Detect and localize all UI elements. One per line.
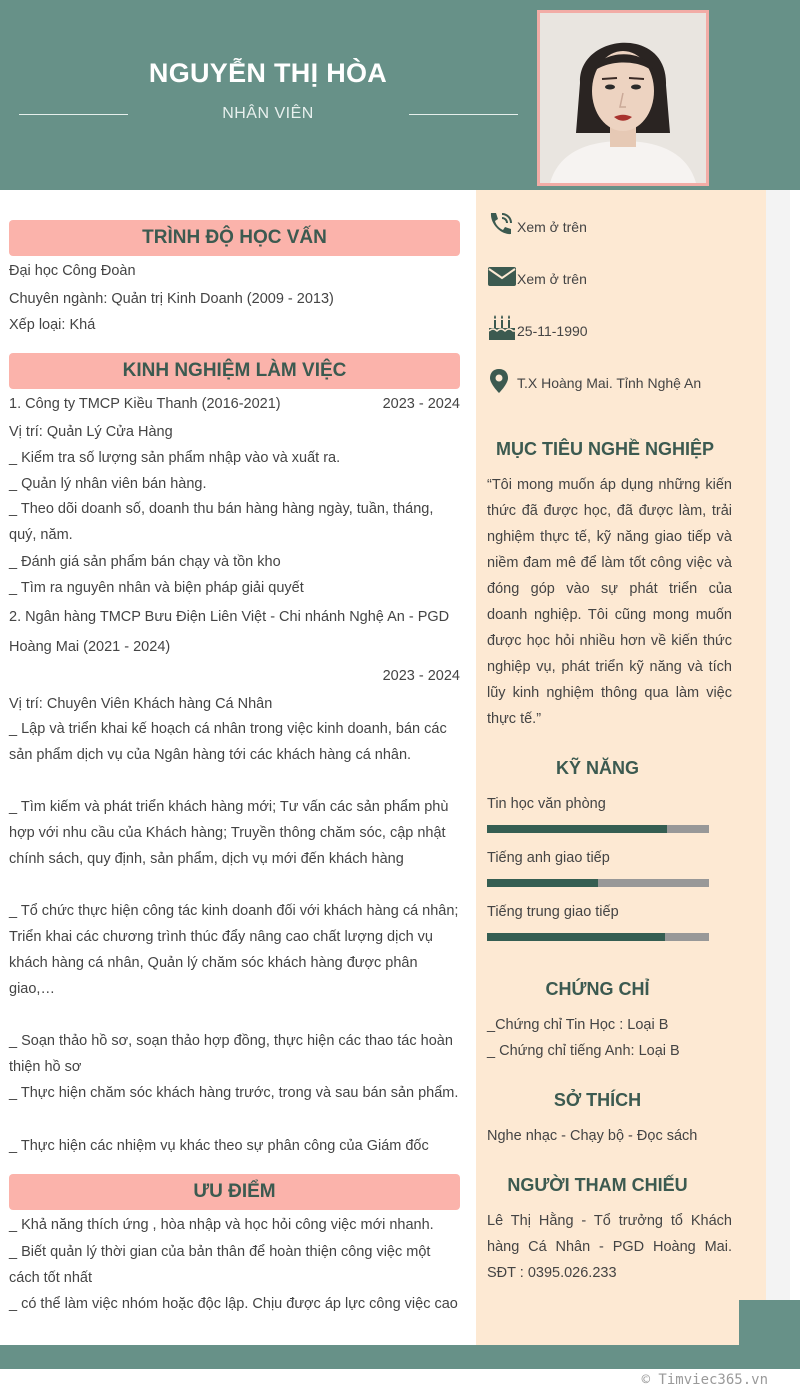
profile-photo-portrait — [540, 13, 706, 183]
job1-duty: _ Quản lý nhân viên bán hàng. — [9, 476, 207, 492]
job2-duty: _ Thực hiện các nhiệm vụ khác theo sự phân công của Giám đốc — [9, 1138, 429, 1154]
job1-position: Vị trí: Quản Lý Cửa Hàng — [9, 424, 173, 440]
job2-position: Vị trí: Chuyên Viên Khách hàng Cá Nhân — [9, 696, 273, 712]
footer-bar — [0, 1345, 800, 1369]
reference-heading: NGƯỜI THAM CHIẾU — [507, 1175, 688, 1195]
footer-corner-block — [739, 1300, 800, 1345]
skill-bar-fill — [487, 879, 598, 887]
job1-dates: 2023 - 2024 — [382, 396, 460, 412]
objective-heading: MỤC TIÊU NGHỀ NGHIỆP — [496, 439, 715, 459]
contact-address: T.X Hoàng Mai. Tỉnh Nghệ An — [517, 375, 702, 391]
header-divider-right — [409, 114, 518, 115]
skill-bar — [487, 825, 709, 833]
birthday-cake-icon — [487, 314, 515, 342]
strength-item: _ Biết quản lý thời gian của bản thân để hoàn thiện công việc một cách tốt nhất — [9, 1244, 431, 1286]
skill-bar-fill — [487, 825, 667, 833]
strengths-heading: ƯU ĐIỂM — [9, 1174, 460, 1210]
skill-label: Tiếng anh giao tiếp — [487, 850, 610, 866]
job2-duty: _ Tìm kiếm và phát triển khách hàng mới; Tư vấn các sản phẩm phù hợp với nhu cầu của Khách hàng; Truyền thông chăm sóc, cập nhật chính sách, quy định, sản phẩm, dịch vụ mới đến khách hàng — [9, 799, 449, 867]
certificates-heading: CHỨNG CHỈ — [545, 979, 650, 999]
job1-duty: _ Tìm ra nguyên nhân và biện pháp giải quyết — [9, 580, 304, 596]
candidate-role: NHÂN VIÊN — [222, 105, 314, 122]
email-icon — [487, 264, 515, 292]
contact-birthday: 25-11-1990 — [517, 323, 588, 339]
profile-photo — [537, 10, 709, 186]
certificate-item: _ Chứng chỉ tiếng Anh: Loại B — [487, 1043, 680, 1059]
job2-duty: _ Soạn thảo hồ sơ, soạn thảo hợp đồng, thực hiện các thao tác hoàn thiện hồ sơ — [9, 1033, 453, 1075]
location-pin-icon — [489, 368, 517, 396]
education-grade: Xếp loại: Khá — [9, 317, 96, 333]
education-school: Đại học Công Đoàn — [9, 263, 136, 279]
contact-phone: Xem ở trên — [517, 219, 587, 235]
job2-company: 2. Ngân hàng TMCP Bưu Điện Liên Việt - Chi nhánh Nghệ An - PGD Hoàng Mai (2021 - 2024) — [9, 609, 450, 655]
skill-bar — [487, 933, 709, 941]
certificate-item: _Chứng chỉ Tin Học : Loại B — [487, 1017, 669, 1033]
strength-item: _ có thể làm việc nhóm hoặc độc lập. Chịu được áp lực công việc cao — [9, 1296, 458, 1312]
contact-email: Xem ở trên — [517, 271, 587, 287]
education-heading: TRÌNH ĐỘ HỌC VẤN — [9, 220, 460, 256]
job2-duty: _ Thực hiện chăm sóc khách hàng trước, trong và sau bán sản phẩm. — [9, 1085, 459, 1101]
watermark: © Timviec365.vn — [641, 1372, 768, 1388]
job1-company: 1. Công ty TMCP Kiều Thanh (2016-2021) — [9, 396, 281, 412]
job2-dates: 2023 - 2024 — [382, 668, 460, 684]
candidate-name: NGUYỄN THỊ HÒA — [148, 58, 388, 88]
skills-heading: KỸ NĂNG — [555, 758, 639, 778]
experience-heading: KINH NGHIỆM LÀM VIỆC — [9, 353, 460, 389]
skill-bar-fill — [487, 933, 665, 941]
job2-duty: _ Tổ chức thực hiện công tác kinh doanh đối với khách hàng cá nhân; Triển khai các chương trình thúc đẩy nâng cao chất lượng dịch vụ khách hàng cá nhân, Quản lý chăm sóc khách hàng được phân giao,… — [9, 903, 459, 997]
header-banner — [0, 0, 800, 190]
job1-duty: _ Theo dõi doanh số, doanh thu bán hàng hàng ngày, tuần, tháng, quý, năm. — [9, 501, 434, 543]
education-major: Chuyên ngành: Quản trị Kinh Doanh (2009 - 2013) — [9, 291, 334, 307]
skill-bar — [487, 879, 709, 887]
job1-duty: _ Đánh giá sản phẩm bán chạy và tồn kho — [9, 554, 281, 570]
job2-duty: _ Lập và triển khai kế hoạch cá nhân trong việc kinh doanh, bán các sản phẩm dịch vụ của Ngân hàng tới các khách hàng cá nhân. — [9, 721, 447, 763]
strength-item: _ Khả năng thích ứng , hòa nhập và học hỏi công việc mới nhanh. — [9, 1217, 434, 1233]
reference-text: Lê Thị Hằng - Tổ trưởng tổ Khách hàng Cá Nhân - PGD Hoàng Mai. SĐT : 0395.026.233 — [487, 1213, 732, 1281]
right-margin-strip — [766, 190, 790, 1300]
job1-duty: _ Kiểm tra số lượng sản phẩm nhập vào và xuất ra. — [9, 450, 341, 466]
phone-icon — [487, 210, 515, 238]
hobbies-text: Nghe nhạc - Chạy bộ - Đọc sách — [487, 1128, 698, 1144]
objective-text: “Tôi mong muốn áp dụng những kiến thức đã được học, đã được làm, trải nghiệm thực tế, kỹ năng giao tiếp và niềm đam mê để làm tốt công việc và đóng góp vào sự phát triển của doanh nghiệp. Tôi cũng mong muốn được học hỏi nhiều hơn về kiến thức nghiệp vụ, phát triển kỹ năng và tích lũy kinh nghiệm thông qua làm việc thực tế.” — [487, 477, 732, 727]
skill-label: Tin học văn phòng — [487, 796, 606, 812]
hobbies-heading: SỞ THÍCH — [553, 1090, 642, 1110]
skill-label: Tiếng trung giao tiếp — [487, 904, 619, 920]
